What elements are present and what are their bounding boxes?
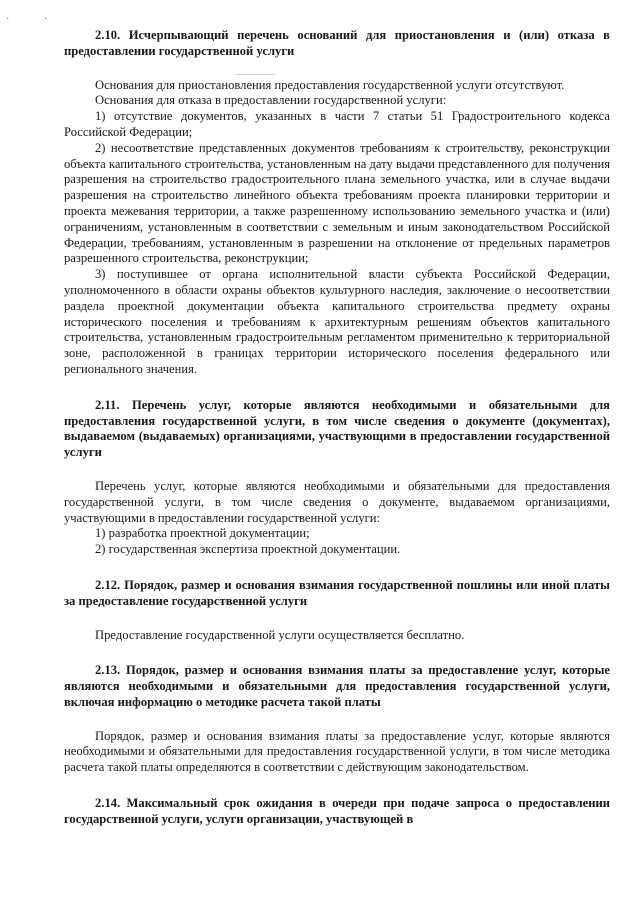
list-item: 2) несоответствие представленных документов требованиям к строительству, реконструкции объекта капитального строительства, установленным на дату выдачи представленного для получения разрешения на строительство градостроительного плана земельного участка, или в случае выдачи разрешения на строительство линейного объекта требованиям проекта планировки территории и проекта межевания территории, а также разрешенному использованию земельного участка и (или) ограничениям, установленным в соответствии с земельным и иным законодательством Российской Федерации, требованиям, установленным в разрешении на отклонение от предельных параметров разрешенного строительства, реконструкции; (64, 140, 610, 266)
section-heading-2-11: 2.11. Перечень услуг, которые являются необходимыми и обязательными для предоставления государственной услуги, в том числе сведения о документе (документах), выдаваемом (выдаваемых) организациями, участвующими в предоставлении государственной услуги (64, 397, 610, 460)
list-item: 3) поступившее от органа исполнительной власти субъекта Российской Федерации, уполномоченного в области охраны объектов культурного наследия, заключение о несоответствии раздела проектной документации объекта капитального строительства предмету охраны исторического поселения и требованиям к архитектурным решениям объектов капитального строительства, установленным градостроительным регламентом применительно к территориальной зоне, расположенной в границах территории исторического поселения федерального или регионального значения. (64, 267, 610, 376)
section-heading-2-13: 2.13. Порядок, размер и основания взимания платы за предоставление услуг, которые являются необходимыми и обязательными для предоставления государственной услуги, включая информацию о методике расчета такой платы (64, 663, 610, 709)
list-item: 2) государственная экспертиза проектной документации. (95, 542, 401, 557)
list-item: 1) отсутствие документов, указанных в части 7 статьи 51 Градостроительного кодекса Российской Федерации; (64, 109, 610, 139)
document-page (64, 28, 610, 828)
section-heading-2-14: 2.14. Максимальный срок ожидания в очереди при подаче запроса о предоставлении государственной услуги, услуги организации, участвующей в (64, 796, 610, 826)
section-heading-2-12: 2.12. Порядок, размер и основания взимания государственной пошлины или иной платы за предоставление государственной услуги (64, 577, 610, 608)
section-heading-2-10: 2.10. Исчерпывающий перечень оснований для приостановления и (или) отказа в предоставлении государственной услуги (64, 28, 610, 58)
list-item: 1) разработка проектной документации; (95, 526, 310, 541)
paragraph: Основания для приостановления предоставления государственной услуги отсутствуют. (95, 77, 565, 92)
paragraph: Порядок, размер и основания взимания платы за предоставление услуг, которые являются необходимыми и обязательными для предоставления государственной услуги, в том числе методика расчета такой платы определяются в соответствии с действующим законодательством. (64, 728, 610, 775)
scan-speck: · (6, 14, 10, 25)
paragraph: Перечень услуг, которые являются необходимыми и обязательными для предоставления государственной услуги, в том числе сведения о документе, выдаваемом организациями, участвующими в предоставлении государственной услуги: (64, 478, 610, 525)
scan-speck: · (44, 14, 48, 25)
paragraph: Основания для отказа в предоставлении государственной услуги: (95, 93, 447, 108)
paragraph: Предоставление государственной услуги осуществляется бесплатно. (95, 627, 465, 642)
